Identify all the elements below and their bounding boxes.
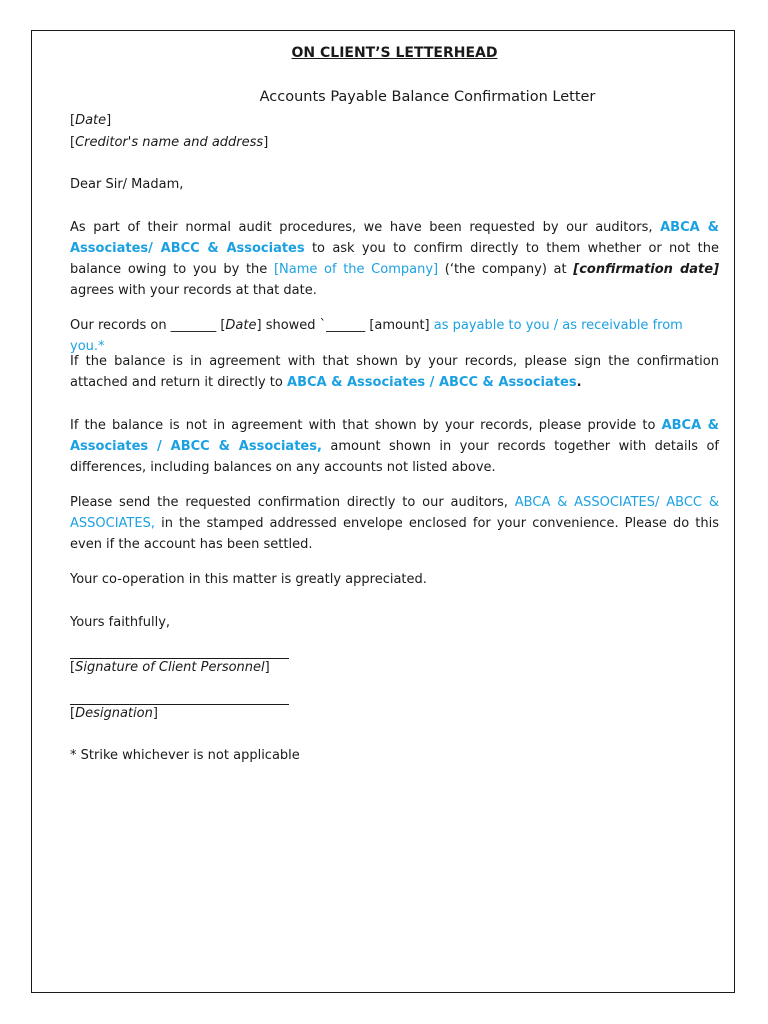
para3-text-a: If the balance is in agreement with that shown by your records, please sign the confirmation attached and return it directly to: [70, 354, 719, 390]
creditor-placeholder: Creditor's name and address: [75, 135, 264, 150]
para1-text-d: agrees with your records at that date.: [70, 283, 317, 298]
paragraph-audit-request: [70, 217, 719, 301]
creditor-line: [Creditor's name and address]: [70, 135, 269, 150]
paragraph-send-confirmation: [70, 492, 719, 555]
para4-text-a: If the balance is not in agreement with that shown by your records, please provide to: [70, 418, 656, 433]
paragraph-cooperation: Your co-operation in this matter is greatly appreciated.: [70, 572, 427, 587]
signature-line-label: [Signature of Client Personnel]: [70, 660, 270, 675]
letter-page: [31, 30, 735, 993]
paragraph-disagreement: [70, 415, 719, 478]
auditors-name: ABCA & Associates / ABCC & Associates: [287, 375, 577, 390]
date-placeholder: Date: [75, 113, 107, 128]
auditors-name: ABCA & ASSOCIATES/ ABCC & ASSOCIATES,: [70, 495, 719, 531]
letter-title: Accounts Payable Balance Confirmation Letter: [259, 89, 596, 105]
salutation: Dear Sir/ Madam,: [70, 177, 184, 192]
footnote: * Strike whichever is not applicable: [70, 748, 300, 763]
para2-date-word: Date: [225, 318, 257, 333]
para1-text-a: As part of their normal audit procedures, we have been requested by our auditors,: [70, 220, 653, 235]
date-line: [Date]: [70, 113, 112, 128]
para4-text-b: amount shown in your records together with details of differences, including balances on any accounts not listed above.: [70, 439, 719, 475]
para2-text-a: Our records on _______ [: [70, 318, 226, 333]
letterhead-heading: ON CLIENT’S LETTERHEAD: [291, 45, 498, 61]
closing: Yours faithfully,: [70, 615, 171, 630]
signature-placeholder: Signature of Client Personnel: [75, 660, 265, 675]
paragraph-agreement: [70, 351, 719, 393]
para1-text-b: to ask you to confirm directly to them whether or not the balance owing to you by the: [70, 241, 720, 277]
para2-text-b: ] showed `______ [amount]: [256, 318, 430, 333]
para5-text-b: in the stamped addressed envelope enclosed for your convenience. Please do this even if the account has been settled.: [70, 516, 719, 552]
para3-end: .: [576, 375, 582, 390]
auditors-name: ABCA & Associates / ABCC & Associates,: [70, 418, 720, 454]
designation-line-label: [Designation]: [70, 706, 158, 721]
auditors-name: ABCA & Associates/ ABCC & Associates: [70, 220, 719, 256]
confirmation-date-placeholder: [confirmation date]: [573, 262, 720, 277]
para1-text-c: (‘the company) at: [444, 262, 567, 277]
company-name-placeholder: [Name of the Company]: [273, 262, 439, 277]
para5-text-a: Please send the requested confirmation directly to our auditors,: [70, 495, 508, 510]
payable-receivable-text: as payable to you / as receivable from you.*: [70, 318, 683, 354]
designation-placeholder: Designation: [75, 706, 153, 721]
